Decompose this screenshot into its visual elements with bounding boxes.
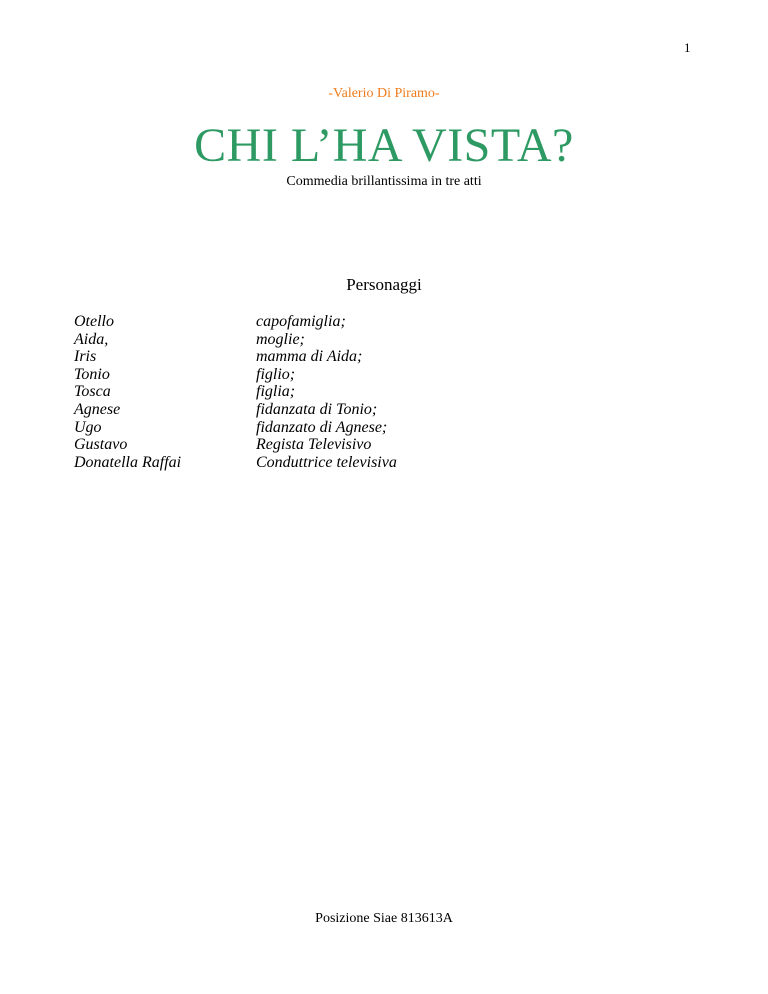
cast-name: Otello xyxy=(74,313,114,330)
cast-row xyxy=(74,313,397,331)
cast-name: Tosca xyxy=(74,383,111,401)
cast-row xyxy=(74,419,397,437)
cast-role: Regista Televisivo xyxy=(256,436,372,454)
cast-role: capofamiglia; xyxy=(256,313,346,330)
cast-list xyxy=(74,313,397,471)
cast-row xyxy=(74,454,397,472)
cast-row xyxy=(74,348,397,366)
cast-name: Iris xyxy=(74,348,97,366)
page-number: 1 xyxy=(684,40,691,55)
cast-row xyxy=(74,331,397,349)
cast-row xyxy=(74,401,397,419)
cast-name: Ugo xyxy=(74,418,102,436)
cast-name: Agnese xyxy=(74,400,121,418)
document-subtitle: Commedia brillantissima in tre atti xyxy=(286,174,482,189)
cast-row xyxy=(74,366,397,384)
cast-row xyxy=(74,383,397,401)
cast-name: Gustavo xyxy=(74,436,128,454)
siae-position-footer: Posizione Siae 813613A xyxy=(315,911,453,926)
cast-role: moglie; xyxy=(256,330,305,348)
cast-role: mamma di Aida; xyxy=(256,348,363,366)
cast-heading: Personaggi xyxy=(346,275,422,294)
cast-name: Aida, xyxy=(74,330,109,348)
cast-name: Donatella Raffai xyxy=(74,453,182,471)
author-line: -Valerio Di Piramo- xyxy=(328,86,440,101)
cast-row xyxy=(74,436,397,454)
cast-role: Conduttrice televisiva xyxy=(256,453,397,471)
cast-role: fidanzato di Agnese; xyxy=(256,418,388,436)
document-title: CHI L’HA VISTA? xyxy=(194,119,574,172)
cast-name: Tonio xyxy=(74,365,110,383)
cast-role: figlio; xyxy=(256,365,296,383)
cast-role: figlia; xyxy=(256,383,296,401)
cast-role: fidanzata di Tonio; xyxy=(256,400,378,418)
